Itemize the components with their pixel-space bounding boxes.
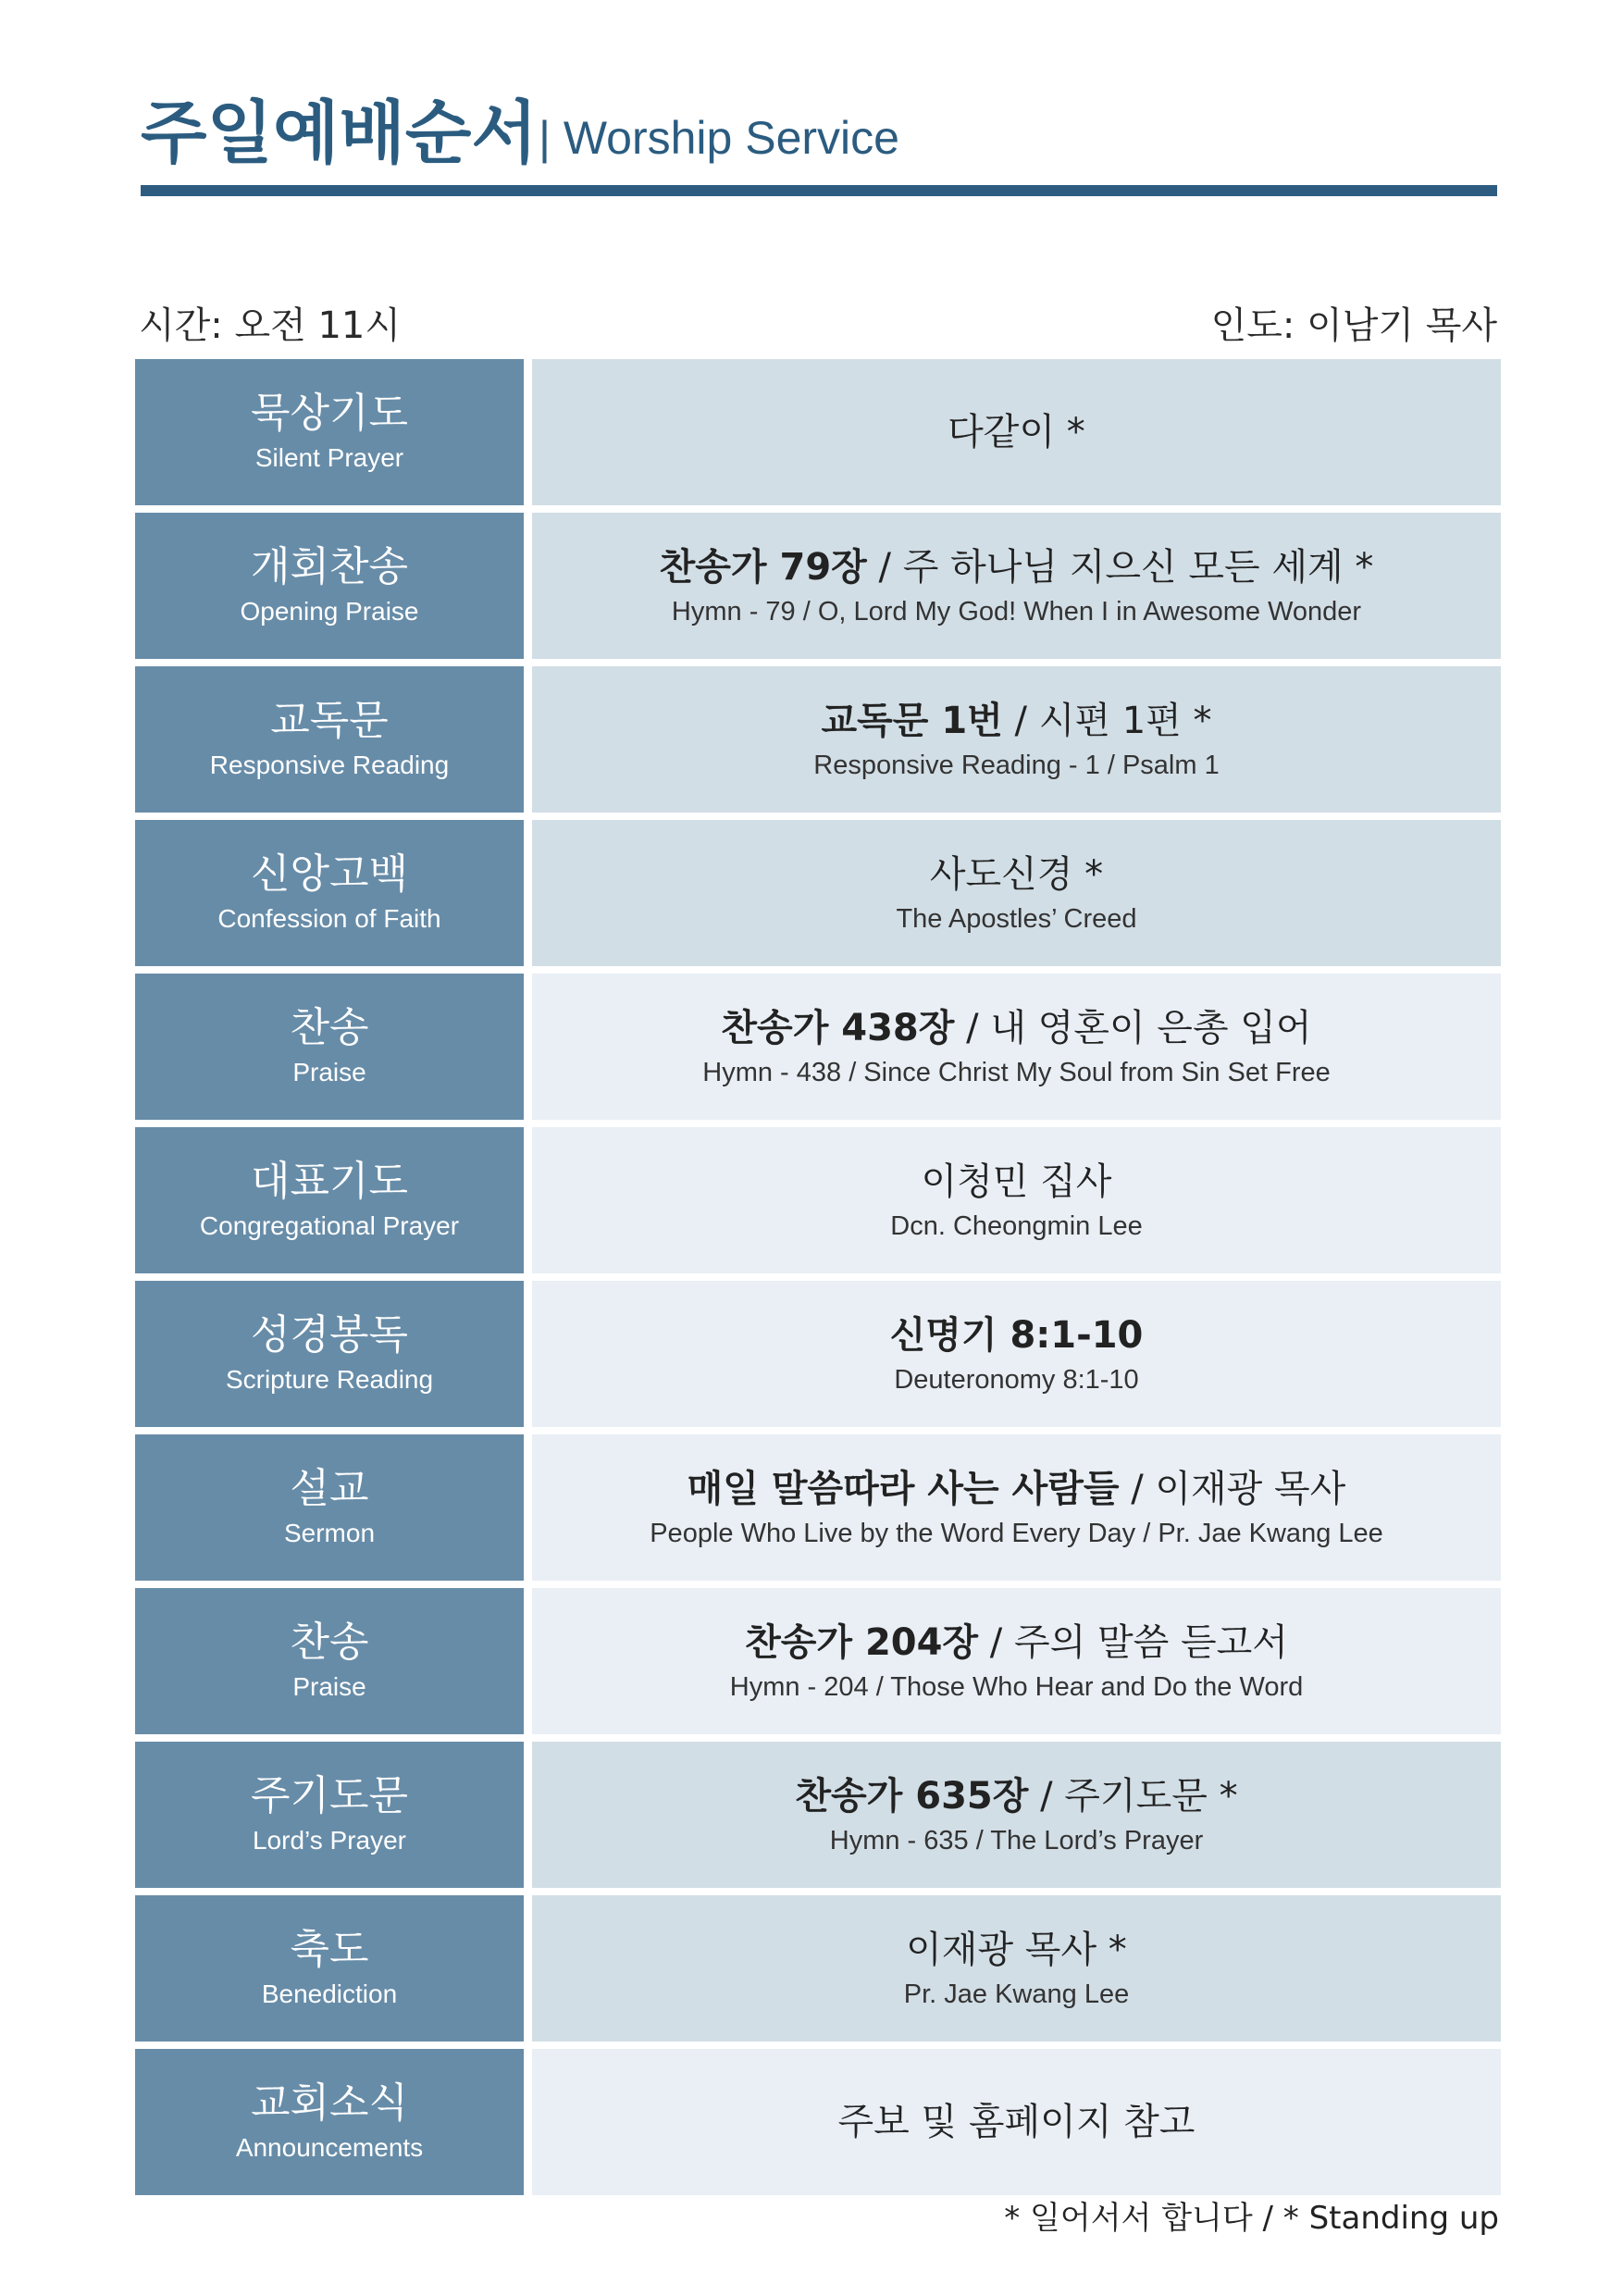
order-row <box>135 1127 1501 1273</box>
order-label-english: Responsive Reading <box>209 751 450 779</box>
order-main-detail: / 이재광 목사 <box>1119 1468 1346 1510</box>
order-label-cell <box>135 1281 524 1427</box>
order-main-text <box>660 541 1374 593</box>
order-main-detail: 이재광 목사 * <box>906 1929 1127 1971</box>
service-leader: 인도: 이남기 목사 <box>1210 304 1497 347</box>
order-main-text <box>922 1156 1112 1208</box>
order-content-cell <box>532 2049 1501 2195</box>
order-label-cell <box>135 974 524 1120</box>
service-time: 시간: 오전 11시 <box>139 304 402 347</box>
order-main-text <box>890 1309 1144 1361</box>
order-content-cell <box>532 974 1501 1120</box>
order-english-subtitle: Deuteronomy 8:1-10 <box>894 1365 1139 1395</box>
order-label-korean: 신앙고백 <box>250 850 408 898</box>
order-english-subtitle: People Who Live by the Word Every Day / Pr. Jae Kwang Lee <box>650 1519 1383 1548</box>
order-content-cell <box>532 1434 1501 1581</box>
order-row <box>135 666 1501 813</box>
page-header <box>141 85 1497 196</box>
order-main-detail: / 주 하나님 지으신 모든 세계 * <box>866 546 1374 589</box>
order-label-cell <box>135 2049 524 2195</box>
order-label-english: Praise <box>292 1672 366 1701</box>
order-label-korean: 묵상기도 <box>250 390 408 437</box>
order-main-detail: / 주의 말씀 듣고서 <box>978 1621 1288 1664</box>
worship-order-table <box>135 359 1501 2203</box>
order-main-text <box>838 2096 1196 2148</box>
order-main-detail: / 내 영혼이 은총 입어 <box>954 1007 1312 1049</box>
standing-footnote: * 일어서서 합니다 / * Standing up <box>1004 2200 1499 2237</box>
page-title-korean: 주일예배순서 <box>141 93 538 173</box>
order-main-detail: / 주기도문 * <box>1028 1775 1238 1818</box>
order-english-subtitle: Hymn - 204 / Those Who Hear and Do the Word <box>729 1672 1304 1702</box>
order-content-cell <box>532 666 1501 813</box>
order-content-cell <box>532 513 1501 659</box>
order-main-text <box>821 695 1211 747</box>
order-main-bold: 신명기 8:1-10 <box>889 1314 1144 1357</box>
order-label-english: Silent Prayer <box>254 443 404 472</box>
order-label-korean: 대표기도 <box>250 1158 408 1205</box>
order-label-korean: 성경봉독 <box>250 1311 408 1359</box>
order-main-text <box>948 406 1085 458</box>
order-label-english: Confession of Faith <box>217 904 441 933</box>
order-label-korean: 축도 <box>290 1926 369 1973</box>
order-main-detail: 주보 및 홈페이지 참고 <box>837 2101 1196 2143</box>
order-main-detail: 이청민 집사 <box>921 1160 1112 1203</box>
order-english-subtitle: The Apostles’ Creed <box>896 904 1137 934</box>
order-row <box>135 513 1501 659</box>
title-divider <box>141 185 1497 196</box>
order-label-english: Opening Praise <box>240 597 419 626</box>
order-content-cell <box>532 1588 1501 1734</box>
order-row <box>135 820 1501 966</box>
order-label-cell <box>135 359 524 505</box>
order-content-cell <box>532 359 1501 505</box>
order-content-cell <box>532 1895 1501 2042</box>
order-row <box>135 359 1501 505</box>
order-main-text <box>930 849 1103 900</box>
order-row <box>135 1742 1501 1888</box>
order-label-cell <box>135 1742 524 1888</box>
order-row <box>135 974 1501 1120</box>
order-label-english: Benediction <box>261 1980 398 2008</box>
order-label-cell <box>135 1588 524 1734</box>
order-label-english: Praise <box>292 1058 366 1086</box>
order-content-cell <box>532 1127 1501 1273</box>
order-main-bold: 찬송가 204장 <box>745 1621 979 1664</box>
order-label-korean: 주기도문 <box>250 1772 408 1819</box>
order-label-english: Lord’s Prayer <box>252 1826 406 1855</box>
order-label-cell <box>135 513 524 659</box>
page-title-english: | Worship Service <box>539 112 899 164</box>
order-label-cell <box>135 820 524 966</box>
order-content-cell <box>532 820 1501 966</box>
order-main-text <box>745 1617 1288 1669</box>
order-main-bold: 매일 말씀따라 사는 사람들 <box>687 1468 1120 1510</box>
order-row <box>135 1895 1501 2042</box>
order-main-text <box>906 1924 1127 1976</box>
order-label-english: Scripture Reading <box>225 1365 434 1394</box>
order-label-english: Congregational Prayer <box>199 1211 460 1240</box>
order-main-bold: 찬송가 79장 <box>659 546 867 589</box>
order-main-bold: 교독문 1번 <box>821 700 1003 742</box>
order-english-subtitle: Hymn - 79 / O, Lord My God! When I in Awesome Wonder <box>671 597 1362 627</box>
order-main-text <box>795 1770 1237 1822</box>
order-row <box>135 1281 1501 1427</box>
order-label-korean: 개회찬송 <box>250 543 408 590</box>
order-main-detail: / 시편 1편 * <box>1002 700 1212 742</box>
order-main-text <box>688 1463 1346 1515</box>
order-label-english: Announcements <box>235 2133 424 2162</box>
order-main-bold: 찬송가 635장 <box>795 1775 1029 1818</box>
order-label-cell <box>135 666 524 813</box>
order-row <box>135 1434 1501 1581</box>
order-main-detail: 사도신경 * <box>929 853 1104 896</box>
order-english-subtitle: Hymn - 635 / The Lord’s Prayer <box>829 1826 1204 1855</box>
order-english-subtitle: Pr. Jae Kwang Lee <box>903 1980 1130 2009</box>
order-label-korean: 찬송 <box>290 1004 369 1051</box>
order-main-text <box>721 1002 1311 1054</box>
order-row <box>135 2049 1501 2195</box>
order-label-korean: 교독문 <box>270 697 389 744</box>
order-label-korean: 찬송 <box>290 1619 369 1666</box>
order-label-cell <box>135 1434 524 1581</box>
order-english-subtitle: Dcn. Cheongmin Lee <box>890 1211 1143 1241</box>
order-label-korean: 설교 <box>290 1465 369 1512</box>
order-english-subtitle: Hymn - 438 / Since Christ My Soul from Sin Set Free <box>702 1058 1331 1087</box>
order-label-english: Sermon <box>283 1519 376 1547</box>
order-row <box>135 1588 1501 1734</box>
order-content-cell <box>532 1281 1501 1427</box>
order-main-bold: 찬송가 438장 <box>721 1007 955 1049</box>
order-main-detail: 다같이 * <box>948 411 1085 453</box>
order-label-korean: 교회소식 <box>250 2079 408 2127</box>
order-english-subtitle: Responsive Reading - 1 / Psalm 1 <box>813 751 1220 780</box>
order-label-cell <box>135 1895 524 2042</box>
order-content-cell <box>532 1742 1501 1888</box>
order-label-cell <box>135 1127 524 1273</box>
